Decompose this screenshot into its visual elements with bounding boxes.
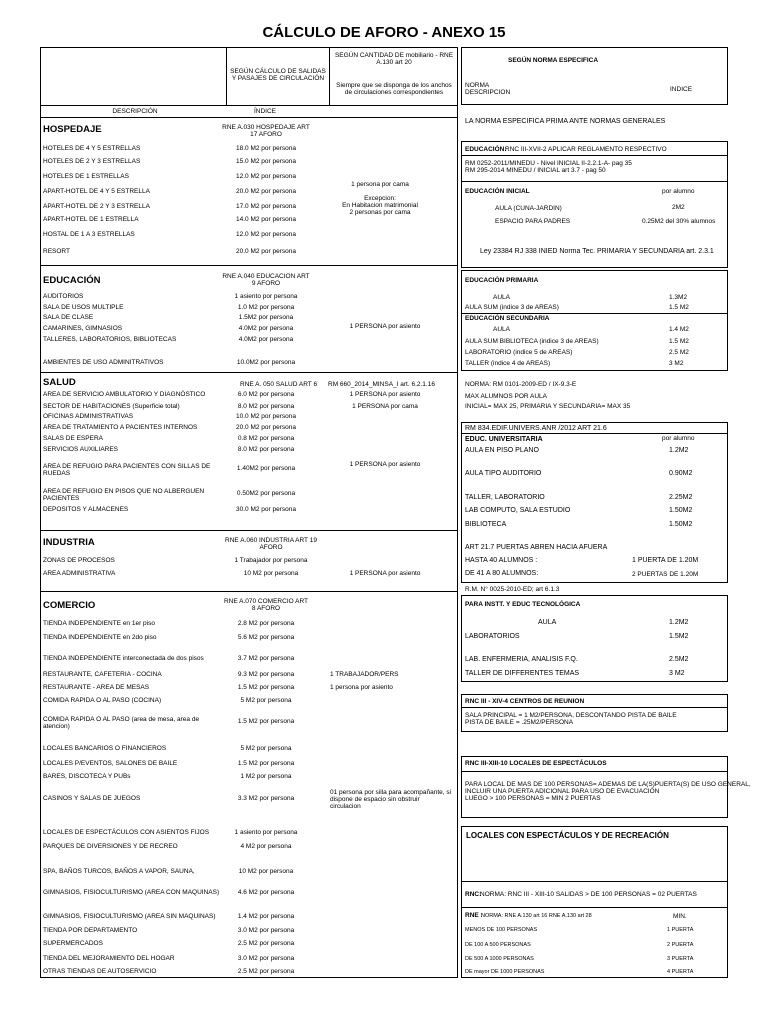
hospedaje-note: Excepcion: bbox=[364, 195, 396, 202]
inicial-row-v: 2M2 bbox=[672, 204, 685, 211]
comercio-row-desc: TIENDA INDEPENDIENTE interconectada de dos pisos bbox=[43, 655, 204, 662]
max-text: INICIAL= MAX 25, PRIMARIA Y SECUNDARIA= MAX 35 bbox=[465, 403, 631, 410]
educacion-row-desc: AUDITORIOS bbox=[43, 293, 84, 300]
educacion-label: EDUCACIÓN: bbox=[465, 146, 507, 153]
section-comercio-title: COMERCIO bbox=[43, 600, 96, 611]
tecno-row-value: 1.2M2 bbox=[669, 619, 689, 626]
educacion-row-desc: AMBIENTES DE USO ADMINITRATIVOS bbox=[43, 359, 164, 366]
descripcion-label: DESCRIPCION bbox=[465, 89, 511, 96]
tecno-rm: R.M. N° 0025-2010-ED; art 6.1.3 bbox=[465, 586, 560, 593]
industria-row-desc: AREA ADMINISTRATIVA bbox=[43, 570, 116, 577]
comercio-row-desc: GIMNASIOS, FISIOCULTURISMO (AREA SIN MAQUINAS) bbox=[43, 913, 216, 920]
hospedaje-note: En Habitacion matrimonial bbox=[342, 202, 418, 209]
salud-row-indice: 0.50M2 por persona bbox=[236, 490, 296, 497]
tecno-title: PARA INSTT. Y EDUC TECNOLÓGICA bbox=[465, 601, 581, 608]
comercio-row-indice: 1 asiento por persona bbox=[234, 829, 298, 836]
primaria-row-d: AULA SUM (indice 3 de AREAS) bbox=[465, 304, 559, 311]
comercio-row-desc: COMIDA RAPIDA O AL PASO (COCINA) bbox=[43, 697, 162, 704]
educacion-ref: RNE A.040 EDUCACION ART 9 AFORO bbox=[222, 273, 310, 287]
univ-row-value: 0.90M2 bbox=[669, 470, 693, 477]
salud-row-indice: 8.0 M2 por persona bbox=[237, 446, 295, 453]
salud-row-desc: DEPOSITOS Y ALMACENES bbox=[43, 506, 129, 513]
section-industria-title: INDUSTRIA bbox=[43, 537, 95, 548]
max-text: MAX ALUMNOS POR AULA bbox=[465, 393, 547, 400]
univ-row-value: 1.2M2 bbox=[669, 447, 689, 454]
hospedaje-row-desc: APART-HOTEL DE 2 Y 3 ESTRELLA bbox=[43, 203, 150, 210]
hospedaje-row-desc: HOTELES DE 1 ESTRELLAS bbox=[43, 173, 129, 180]
section-hospedaje-title: HOSPEDAJE bbox=[43, 124, 102, 135]
univ-por-alumno: por alumno bbox=[662, 435, 695, 442]
locales-min: MIN. bbox=[673, 913, 687, 920]
comercio-row-indice: 5 M2 por persona bbox=[240, 697, 292, 704]
divider bbox=[329, 47, 330, 105]
col-descripcion: DESCRIPCIÓN bbox=[112, 108, 158, 115]
hospedaje-row-indice: 12.0 M2 por persona bbox=[236, 231, 296, 238]
hospedaje-row-indice: 14.0 M2 por persona bbox=[236, 216, 296, 223]
comercio-row-indice: 1.5 M2 por persona bbox=[237, 684, 295, 691]
comercio-row-indice: 9.3 M2 por persona bbox=[237, 671, 295, 678]
hospedaje-row-desc: APART-HOTEL DE 4 Y 5 ESTRELLA bbox=[43, 188, 150, 195]
primaria-title: EDUCACIÓN PRIMARIA bbox=[465, 277, 539, 284]
espectaculos-line: PARA LOCAL DE MAS DE 100 PERSONAS= ADEMAS DE LA(S)PUERTA(S) DE USO GENERAL, bbox=[465, 781, 751, 788]
inicial-por-alumno: por alumno bbox=[662, 188, 695, 195]
right-header-box bbox=[461, 47, 728, 105]
divider bbox=[461, 907, 728, 908]
comercio-row-indice: 1.5 M2 por persona bbox=[237, 718, 295, 725]
hospedaje-note: 1 persona por cama bbox=[351, 181, 409, 188]
divider bbox=[40, 530, 458, 531]
univ-hasta: HASTA 40 ALUMNOS : bbox=[465, 557, 538, 564]
comercio-row-desc: PARQUES DE DIVERSIONES Y DE RECREO bbox=[43, 843, 178, 850]
header-mobiliario: SEGÚN CANTIDAD DE mobiliario - RNE A.130 art 20 bbox=[334, 52, 454, 66]
hospedaje-row-desc: HOSTAL DE 1 A 3 ESTRELLAS bbox=[43, 231, 135, 238]
salud-row-desc: AREA DE SERVICIO AMBULATORIO Y DIAGNÓSTICO bbox=[43, 391, 206, 398]
divider bbox=[461, 771, 728, 772]
locales-row-desc: DE mayor DE 1000 PERSONAS bbox=[465, 969, 545, 975]
salud-row-desc: AREA DE REFUGIO EN PISOS QUE NO ALBERGUEN PACIENTES bbox=[43, 488, 205, 502]
salud-row-indice: 20.0 M2 por persona bbox=[236, 424, 296, 431]
hospedaje-row-indice: 20.0 M2 por persona bbox=[236, 248, 296, 255]
comercio-row-indice: 5.6 M2 por persona bbox=[237, 634, 295, 641]
locales-row-desc: DE 100 A 500 PERSONAS bbox=[465, 942, 531, 948]
comercio-row-desc: LOCALES DE ESPECTÁCULOS CON ASIENTOS FIJOS bbox=[43, 829, 210, 836]
comercio-row-indice: 3.3 M2 por persona bbox=[237, 795, 295, 802]
comercio-row-indice: 4.6 M2 por persona bbox=[237, 889, 295, 896]
hospedaje-row-indice: 18.0 M2 por persona bbox=[236, 145, 296, 152]
industria-note: 1 PERSONA por asiento bbox=[349, 570, 421, 577]
salud-row-desc: AREA DE TRATAMIENTO A PACIENTES INTERNOS bbox=[43, 424, 198, 431]
divider bbox=[40, 372, 458, 373]
comercio-row-indice: 3.0 M2 por persona bbox=[237, 927, 295, 934]
espectaculos-line: INCLUIR UNA PUERTA ADICIONAL PARA USO DE EVACUACIÓN bbox=[465, 788, 660, 795]
secundaria-title: EDUCACIÓN SECUNDARIA bbox=[465, 315, 550, 322]
educacion-row-indice: 10.0M2 por persona bbox=[236, 359, 296, 366]
indice-label: INDICE bbox=[670, 86, 693, 93]
comercio-row-desc: BARES, DISCOTECA Y PUBs bbox=[43, 773, 131, 780]
tecno-row-desc: LABORATORIOS bbox=[465, 633, 520, 640]
tecno-row-value: 3 M2 bbox=[669, 670, 685, 677]
comercio-row-desc: COMIDA RAPIDA O AL PASO (area de mesa, area de atencion) bbox=[43, 716, 200, 730]
locales-rne-text: NORMA: RNE A.130 art 16 RNE A.130 art 28 bbox=[481, 913, 592, 919]
secundaria-row-value: 1.5 M2 bbox=[669, 338, 689, 345]
inicial-title: EDUCACIÓN INICIAL bbox=[465, 188, 530, 195]
educacion-row-indice: 4.0M2 por persona bbox=[238, 325, 294, 332]
univ-de41: DE 41 A 80 ALUMNOS: bbox=[465, 570, 539, 577]
salud-row-desc: SALAS DE ESPERA bbox=[43, 435, 103, 442]
salud-row-desc: SECTOR DE HABITACIONES (Superficie total) bbox=[43, 403, 180, 410]
header-salidas: SEGÚN CÁLCULO DE SALIDAS Y PASAJES DE CIRCULACIÓN bbox=[230, 68, 326, 82]
industria-ref: RNE A.060 INDUSTRIA ART 19 AFORO bbox=[225, 537, 317, 551]
comercio-row-desc: SPA, BAÑOS TURCOS, BAÑOS A VAPOR, SAUNA, bbox=[43, 868, 195, 875]
divider bbox=[40, 591, 458, 592]
salud-row-desc: SERVICIOS AUXILIARES bbox=[43, 446, 119, 453]
locales-rnc-text: NORMA: RNC III - XIII-10 SALIDAS > DE 100 PERSONAS = 02 PUERTAS bbox=[480, 891, 697, 898]
salud-row-desc: AREA DE REFUGIO PARA PACIENTES CON SILLAS DE RUEDAS bbox=[43, 463, 211, 477]
tecno-row-value: 1.5M2 bbox=[669, 633, 689, 640]
norma-especifica-label: SEGÚN NORMA ESPECIFICA bbox=[508, 57, 599, 64]
primaria-row-d: AULA bbox=[493, 294, 510, 301]
comercio-row-desc: LOCALES BANCARIOS O FINANCIEROS bbox=[43, 745, 167, 752]
salud-ref: RNE A. 050 SALUD ART 6 bbox=[240, 381, 318, 388]
univ-title: EDUC. UNIVERSITARIA bbox=[465, 436, 543, 443]
univ-row-desc: AULA EN PISO PLANO bbox=[465, 447, 539, 454]
hospedaje-row-indice: 17.0 M2 por persona bbox=[236, 203, 296, 210]
comercio-row-indice: 10 M2 por persona bbox=[238, 868, 294, 875]
page-title: CÁLCULO DE AFORO - ANEXO 15 bbox=[262, 24, 506, 41]
salud-row-indice: 0.8 M2 por persona bbox=[237, 435, 295, 442]
header-mobiliario-note: Siempre que se disponga de los anchos de circulaciones correspondientes bbox=[336, 82, 452, 96]
locales-row-value: 2 PUERTA bbox=[667, 942, 694, 948]
educacion-row-indice: 1 asiento por persona bbox=[234, 293, 298, 300]
salud-row-desc: OFICINAS ADMINISTRATIVAS bbox=[43, 413, 134, 420]
section-educacion-title: EDUCACIÓN bbox=[43, 275, 101, 286]
divider bbox=[40, 265, 458, 266]
hospedaje-row-indice: 12.0 M2 por persona bbox=[236, 173, 296, 180]
comercio-row-indice: 2.5 M2 por persona bbox=[237, 968, 295, 975]
educacion-note: 1 PERSONA por asiento bbox=[349, 323, 421, 330]
col-indice: ÍNDICE bbox=[253, 108, 277, 115]
comercio-row-desc: RESTAURANTE, CAFETERIA - COCINA bbox=[43, 671, 162, 678]
inicial-row-d: ESPACIO PARA PADRES bbox=[495, 218, 571, 225]
espectaculos-line: LUEGO > 100 PERSONAS = MIN 2 PUERTAS bbox=[465, 795, 601, 802]
hospedaje-row-indice: 15.0 M2 por persona bbox=[236, 158, 296, 165]
comercio-note: 1 TRABAJADOR/PERS bbox=[330, 671, 399, 678]
comercio-row-desc: LOCALES P/EVENTOS, SALONES DE BAILE bbox=[43, 760, 178, 767]
secundaria-row-desc: AULA SUM BIBLIOTECA (indice 3 de AREAS) bbox=[465, 338, 599, 345]
univ-row-desc: BIBLIOTECA bbox=[465, 521, 507, 528]
salud-note: 1 PERSONA por cama bbox=[352, 403, 418, 410]
secundaria-row-value: 3 M2 bbox=[669, 360, 684, 367]
divider bbox=[461, 881, 728, 882]
comercio-row-indice: 1 M2 por persona bbox=[240, 773, 292, 780]
comercio-row-desc: RESTAURANTE - AREA DE MESAS bbox=[43, 684, 150, 691]
hospedaje-row-desc: HOTELES DE 4 Y 5 ESTRELLAS bbox=[43, 145, 141, 152]
comercio-row-desc: GIMNASIOS, FISIOCULTURISMO (AREA CON MAQUINAS) bbox=[43, 889, 220, 896]
primaria-row-v: 1.3M2 bbox=[669, 294, 688, 301]
univ-row-desc: TALLER, LABORATORIO bbox=[465, 494, 545, 501]
espectaculos-title: RNC III-XIII-10 LOCALES DE ESPECTÁCULOS bbox=[465, 760, 607, 767]
univ-row-value: 1.50M2 bbox=[669, 521, 693, 528]
industria-row-indice: 1 Trabajador por persona bbox=[234, 557, 308, 564]
hospedaje-row-desc: HOTELES DE 2 Y 3 ESTRELLAS bbox=[43, 158, 141, 165]
salud-note: 1 PERSONA por asiento bbox=[349, 391, 421, 398]
educacion-row-indice: 4.0M2 por persona bbox=[238, 336, 294, 343]
locales-rne-label: RNE : bbox=[465, 912, 483, 919]
hospedaje-note: 2 personas por cama bbox=[349, 209, 411, 216]
norma-rm: NORMA: RM 0101-2009-ED / IX-9.3-E bbox=[465, 381, 577, 388]
comercio-row-indice: 3.0 M2 por persona bbox=[237, 955, 295, 962]
educacion-row-indice: 1.5M2 por persona bbox=[238, 314, 294, 321]
hospedaje-row-desc: APART-HOTEL DE 1 ESTRELLA bbox=[43, 216, 139, 223]
univ-row-value: 2.25M2 bbox=[669, 494, 693, 501]
prima-text: LA NORMA ESPECIFICA PRIMA ANTE NORMAS GENERALES bbox=[465, 118, 666, 125]
tecno-row-desc: AULA bbox=[538, 619, 557, 626]
norma-label: NORMA bbox=[465, 82, 490, 89]
comercio-row-indice: 1.5 M2 por persona bbox=[237, 760, 295, 767]
secundaria-row-desc: AULA bbox=[493, 326, 510, 333]
comercio-row-indice: 1.4 M2 por persona bbox=[237, 913, 295, 920]
salud-row-indice: 1.40M2 por persona bbox=[236, 465, 296, 472]
comercio-row-desc: TIENDA DEL MEJORAMIENTO DEL HOGAR bbox=[43, 955, 175, 962]
reunion-line: PISTA DE BAILE = .25M2/PERSONA bbox=[465, 719, 574, 726]
tecno-row-desc: TALLER DE DIFFERENTES TEMAS bbox=[465, 670, 580, 677]
section-salud-title: SALUD bbox=[43, 377, 76, 388]
industria-row-desc: ZONAS DE PROCESOS bbox=[43, 557, 115, 564]
tecno-row-value: 2.5M2 bbox=[669, 656, 689, 663]
comercio-row-desc: CASINOS Y SALAS DE JUEGOS bbox=[43, 795, 141, 802]
secundaria-row-value: 2.5 M2 bbox=[669, 349, 689, 356]
divider bbox=[461, 155, 728, 156]
univ-row-desc: LAB COMPUTO, SALA ESTUDIO bbox=[465, 507, 571, 514]
comercio-row-desc: TIENDA POR DEPARTAMENTO bbox=[43, 927, 138, 934]
educacion-row-desc: CAMARINES, GIMNASIOS bbox=[43, 325, 123, 332]
comercio-ref: RNE A.070 COMERCIO ART 8 AFORO bbox=[223, 598, 309, 612]
comercio-row-desc: OTRAS TIENDAS DE AUTOSERVICIO bbox=[43, 968, 157, 975]
rm-text: RM 0252-2011/MINEDU - Nivel INICIAL II-2.2.1-A- pag 35 bbox=[465, 160, 632, 167]
reunion-title: RNC III - XIV-4 CENTROS DE REUNION bbox=[465, 698, 585, 705]
salud-row-indice: 8.0 M2 por persona bbox=[237, 403, 295, 410]
rm-text: RM 295-2014 MINEDU / INICIAL art 3.7 - pag 50 bbox=[465, 167, 606, 174]
salud-row-indice: 10.0 M2 por persona bbox=[236, 413, 296, 420]
salud-row-indice: 30.0 M2 por persona bbox=[236, 506, 296, 513]
hospedaje-row-indice: 20.0 M2 por persona bbox=[236, 188, 296, 195]
locales-row-value: 3 PUERTA bbox=[667, 956, 694, 962]
salud-row-indice: 6.0 M2 por persona bbox=[237, 391, 295, 398]
locales-row-value: 4 PUERTA bbox=[667, 969, 694, 975]
secundaria-row-desc: TALLER (indice 4 de AREAS) bbox=[465, 360, 551, 367]
comercio-row-desc: TIENDA INDEPENDIENTE en 1er piso bbox=[43, 620, 155, 627]
salud-ref2: RM 660_2014_MINSA_I art. 6.2.1.16 bbox=[328, 381, 435, 388]
ley-text: Ley 23384 RJ 338 INIED Norma Tec. PRIMARIA Y SECUNDARIA art. 2.3.1 bbox=[480, 248, 714, 255]
hospedaje-ref: RNE A.030 HOSPEDAJE ART 17 AFORO bbox=[222, 124, 310, 138]
divider bbox=[461, 707, 728, 708]
comercio-row-indice: 4 M2 por persona bbox=[240, 843, 292, 850]
educacion-row-desc: SALA DE USOS MULTIPLE bbox=[43, 304, 124, 311]
comercio-row-indice: 2.8 M2 por persona bbox=[237, 620, 295, 627]
comercio-row-desc: SUPERMERCADOS bbox=[43, 940, 103, 947]
tecno-row-desc: LAB. ENFERMERIA, ANALISIS F.Q. bbox=[465, 656, 578, 663]
locales-row-desc: DE 500 A 1000 PERSONAS bbox=[465, 956, 534, 962]
educacion-text: RNC III-XVII-2 APLICAR REGLAMENTO RESPECTIVO bbox=[505, 146, 667, 153]
comercio-note: 1 persona por asiento bbox=[330, 684, 393, 691]
inicial-row-d: AULA (CUNA-JARDIN) bbox=[495, 205, 562, 212]
univ-row-value: 1.50M2 bbox=[669, 507, 693, 514]
divider bbox=[461, 433, 728, 434]
comercio-row-indice: 3.7 M2 por persona bbox=[237, 655, 295, 662]
salud-note: 1 PERSONA por asiento bbox=[349, 461, 421, 468]
educacion-row-indice: 1.0 M2 por persona bbox=[237, 304, 295, 311]
industria-row-indice: 10 M2 por persona bbox=[243, 570, 299, 577]
locales-row-desc: MENOS DE 100 PERSONAS bbox=[465, 927, 538, 933]
univ-rm: RM 834.EDIF.UNIVERS.ANR /2012 ART 21.6 bbox=[465, 425, 607, 432]
comercio-row-desc: TIENDA INDEPENDIENTE en 2do piso bbox=[43, 634, 157, 641]
inicial-row-v: 0.25M2 del 30% alumnos bbox=[642, 218, 716, 225]
locales-rnc-label: RNC: bbox=[465, 891, 482, 898]
secundaria-row-desc: LABORATORIO (indice 5 de AREAS) bbox=[465, 349, 573, 356]
locales-row-value: 1 PUERTA bbox=[667, 927, 694, 933]
hospedaje-row-desc: RESORT bbox=[43, 248, 70, 255]
univ-de41-v: 2 PUERTAS DE 1.20M bbox=[632, 571, 699, 578]
comercio-row-indice: 5 M2 por persona bbox=[240, 745, 292, 752]
locales-title: LOCALES CON ESPECTÁCULOS Y DE RECREACIÓN bbox=[466, 831, 669, 840]
educacion-row-desc: SALA DE CLASE bbox=[43, 314, 94, 321]
univ-hasta-v: 1 PUERTA DE 1.20M bbox=[632, 557, 699, 564]
univ-row-desc: AULA TIPO AUDITORIO bbox=[465, 470, 542, 477]
divider bbox=[226, 47, 227, 105]
divider bbox=[40, 105, 458, 106]
divider bbox=[40, 117, 458, 118]
univ-art: ART 21.7 PUERTAS ABREN HACIA AFUERA bbox=[465, 544, 608, 551]
secundaria-row-value: 1.4 M2 bbox=[669, 326, 689, 333]
comercio-note: 01 persona por silla para acompañante, si dispone de espacio sin obstruir circulacion bbox=[330, 789, 452, 810]
divider bbox=[461, 313, 728, 314]
primaria-row-v: 1.5 M2 bbox=[669, 304, 689, 311]
divider bbox=[461, 181, 728, 182]
educacion-row-desc: TALLERES, LABORATORIOS, BIBLIOTECAS bbox=[43, 336, 177, 343]
reunion-line: SALA PRINCIPAL = 1 M2/PERSONA, DESCONTANDO PISTA DE BAILE bbox=[465, 712, 677, 719]
comercio-row-indice: 2.5 M2 por persona bbox=[237, 940, 295, 947]
